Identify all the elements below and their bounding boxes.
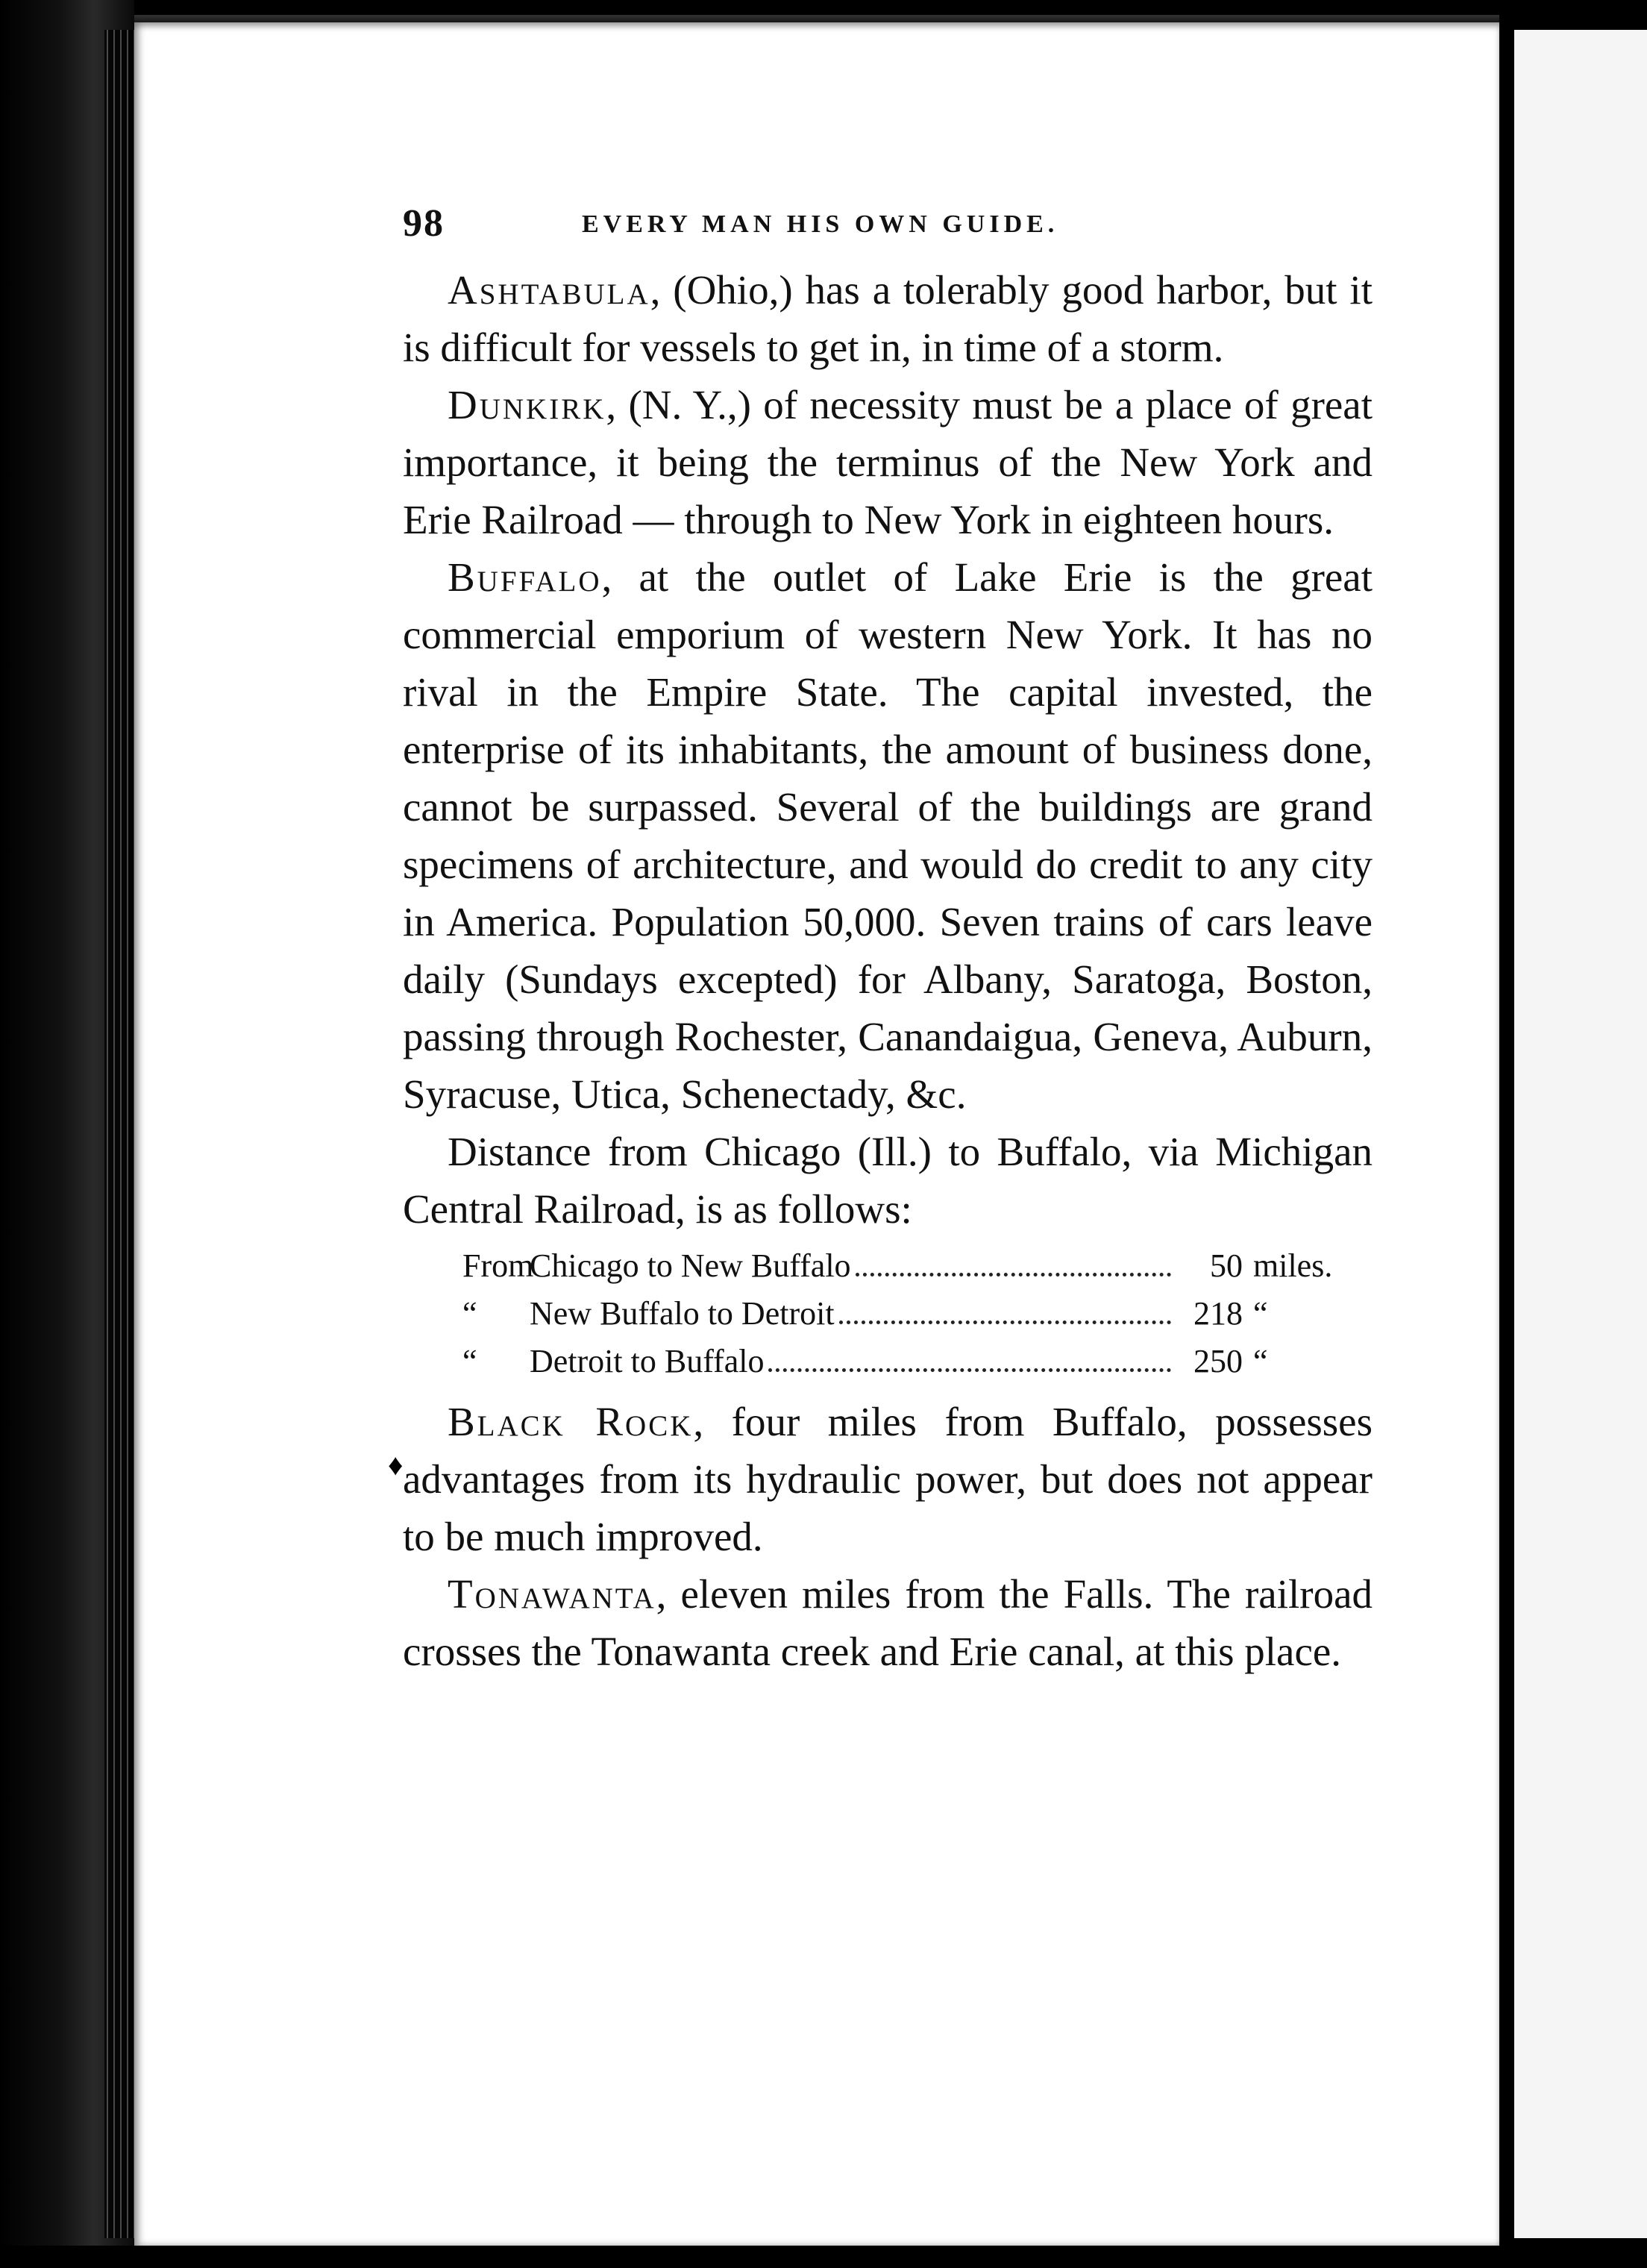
distance-route: Detroit to Buffalo xyxy=(530,1343,765,1379)
paragraph-dunkirk-text: , (N. Y.,) of necessity must be a place of great importance, it being the terminus of the New York and Erie Railroad — through to New York in eighteen hours. xyxy=(403,382,1372,542)
page-number: 98 xyxy=(403,202,445,245)
paragraph-buffalo xyxy=(403,548,1372,1123)
distance-unit: “ xyxy=(1253,1295,1268,1332)
distance-row xyxy=(448,1242,1365,1290)
distance-row xyxy=(448,1338,1365,1385)
running-title: EVERY MAN HIS OWN GUIDE. xyxy=(582,210,1059,238)
distance-unit: miles. xyxy=(1253,1247,1333,1284)
distance-miles: 218 xyxy=(1193,1295,1243,1332)
distance-miles: 50 xyxy=(1210,1247,1243,1284)
margin-mark: ♦ xyxy=(388,1448,404,1482)
page-content xyxy=(403,201,1372,1680)
place-name-buffalo: Buffalo xyxy=(448,554,602,600)
running-head xyxy=(403,201,1372,261)
page-gutter xyxy=(1499,0,1514,2268)
page-stack-edges xyxy=(104,30,134,2238)
place-name-ashtabula: Ashtabula xyxy=(448,267,650,313)
distance-prefix: From xyxy=(462,1247,534,1284)
paragraph-dunkirk xyxy=(403,376,1372,548)
dot-leader xyxy=(856,1273,1171,1276)
paragraph-tonawanta xyxy=(403,1565,1372,1680)
distance-route: Chicago to New Buffalo xyxy=(530,1247,851,1284)
place-name-dunkirk: Dunkirk xyxy=(448,382,606,427)
place-name-black-rock: Black Rock xyxy=(448,1399,694,1444)
paragraph-ashtabula xyxy=(403,261,1372,376)
distance-route: New Buffalo to Detroit xyxy=(530,1295,835,1332)
distance-prefix: “ xyxy=(462,1295,477,1332)
facing-page-edge xyxy=(1514,30,1647,2238)
place-name-tonawanta: Tonawanta xyxy=(448,1571,656,1617)
dot-leader xyxy=(768,1368,1171,1372)
paragraph-black-rock-text: , four miles from Buffalo, possesses advantages from its hydraulic power, but does not appear to be much improved. xyxy=(403,1399,1372,1559)
distance-prefix: “ xyxy=(462,1343,477,1379)
dot-leader xyxy=(839,1321,1171,1324)
scan-bottom-border xyxy=(0,2246,1647,2268)
paragraph-distance-intro: Distance from Chicago (Ill.) to Buffalo, via Michigan Central Railroad, is as follows: xyxy=(403,1129,1372,1232)
paragraph-tonawanta-text: , eleven miles from the Falls. The railroad crosses the Tonawanta creek and Erie canal, at this place. xyxy=(403,1571,1372,1674)
paragraph-black-rock xyxy=(403,1393,1372,1565)
distance-unit: “ xyxy=(1253,1343,1268,1379)
paragraph-buffalo-text: , at the outlet of Lake Erie is the great commercial emporium of western New York. It has no rival in the Empire State. The capital invested, the enterprise of its inhabitants, the amount of business done, cannot be surpassed. Several of the buildings are grand specimens of architecture, and would do credit to any city in America. Population 50,000. Seven trains of cars leave daily (Sundays excepted) for Albany, Saratoga, Boston, passing through Rochester, Canandaigua, Geneva, Auburn, Syracuse, Utica, Schenectady, &c. xyxy=(403,554,1372,1117)
paragraph-ashtabula-text: , (Ohio,) has a tolerably good harbor, but it is difficult for vessels to get in, in time of a storm. xyxy=(403,267,1372,370)
distance-table xyxy=(448,1242,1365,1385)
distance-row xyxy=(448,1290,1365,1338)
distance-miles: 250 xyxy=(1193,1343,1243,1379)
